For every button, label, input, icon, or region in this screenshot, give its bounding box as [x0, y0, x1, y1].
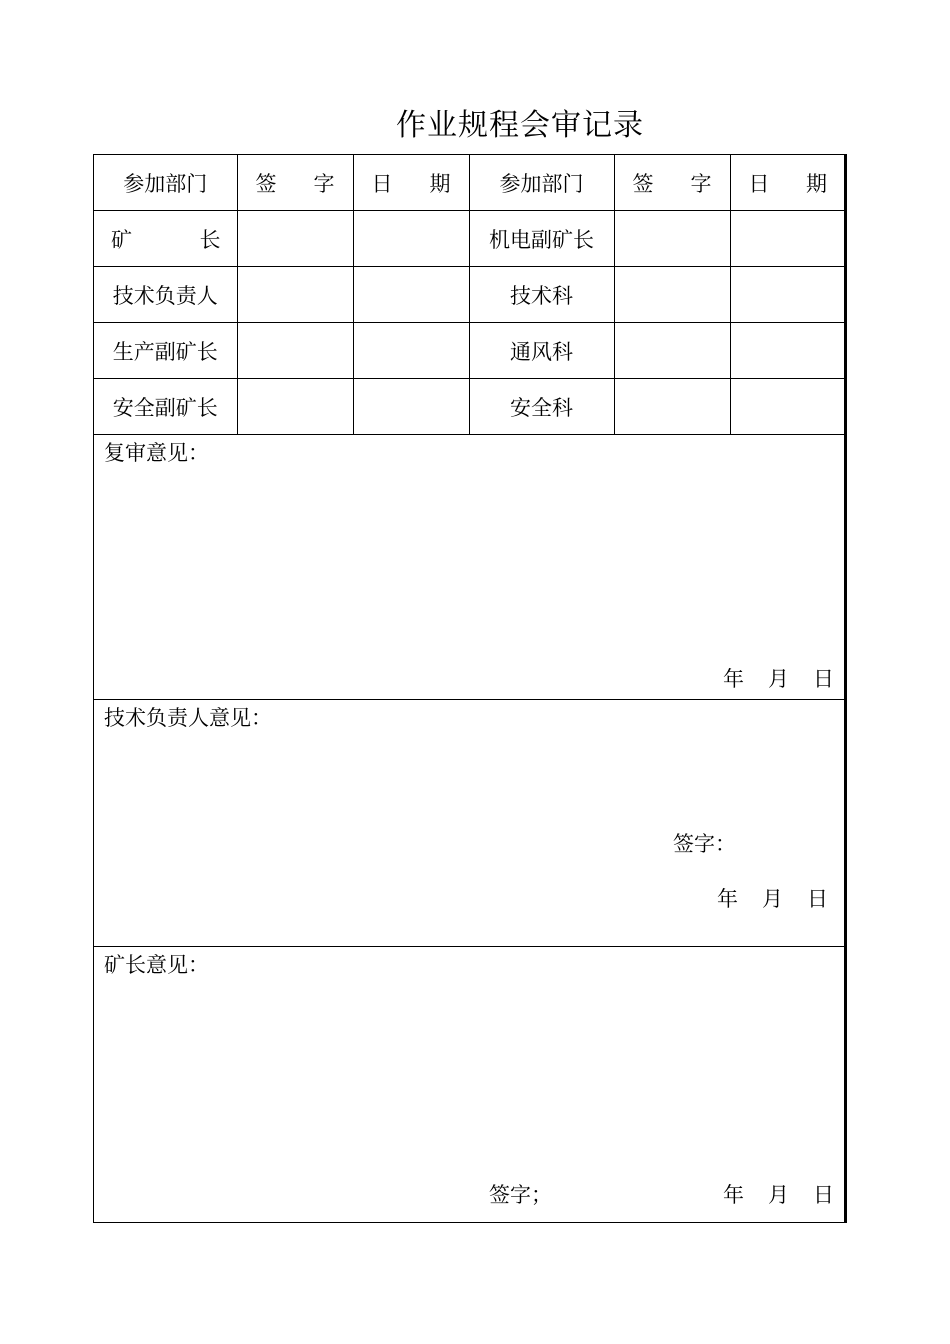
page-title: 作业规程会审记录 [396, 108, 644, 143]
director-sign-label: 签字； [489, 1183, 552, 1207]
dept-cell: 生产副矿长 [94, 323, 237, 379]
sign-cell[interactable] [614, 211, 730, 267]
table-header-row [94, 155, 845, 211]
dept-cell: 通风科 [469, 323, 614, 379]
sign-cell[interactable] [237, 323, 353, 379]
header-sign-right: 签 字 [614, 155, 730, 211]
review-form [93, 154, 847, 1223]
date-cell[interactable] [353, 267, 469, 323]
header-date-right: 日 期 [730, 155, 845, 211]
date-cell[interactable] [353, 323, 469, 379]
table-row [94, 379, 845, 435]
header-dept-right: 参加部门 [469, 155, 614, 211]
sign-cell[interactable] [237, 267, 353, 323]
director-opinion-label: 矿长意见： [104, 953, 209, 977]
header-date-left: 日 期 [353, 155, 469, 211]
sign-cell[interactable] [237, 211, 353, 267]
date-cell[interactable] [730, 267, 845, 323]
date-cell[interactable] [730, 211, 845, 267]
tech-opinion-section[interactable] [94, 700, 844, 947]
tech-date: 年 月 日 [717, 887, 828, 911]
review-opinion-label: 复审意见： [104, 441, 209, 465]
sign-cell[interactable] [614, 267, 730, 323]
dept-cell: 技术负责人 [94, 267, 237, 323]
review-opinion-section[interactable] [94, 435, 844, 700]
date-cell[interactable] [353, 379, 469, 435]
header-dept-left: 参加部门 [94, 155, 237, 211]
dept-cell: 安全科 [469, 379, 614, 435]
date-cell[interactable] [730, 323, 845, 379]
sign-cell[interactable] [614, 323, 730, 379]
director-opinion-section[interactable] [94, 947, 844, 1223]
table-row [94, 267, 845, 323]
tech-opinion-label: 技术负责人意见： [104, 706, 272, 730]
department-table [94, 155, 845, 435]
tech-sign-label: 签字： [673, 832, 736, 856]
dept-cell: 矿 长 [94, 211, 237, 267]
date-cell[interactable] [730, 379, 845, 435]
sign-cell[interactable] [237, 379, 353, 435]
table-row [94, 323, 845, 379]
header-sign-left: 签 字 [237, 155, 353, 211]
dept-cell: 机电副矿长 [469, 211, 614, 267]
dept-cell: 安全副矿长 [94, 379, 237, 435]
dept-cell: 技术科 [469, 267, 614, 323]
sign-cell[interactable] [614, 379, 730, 435]
table-row [94, 211, 845, 267]
date-cell[interactable] [353, 211, 469, 267]
review-date: 年 月 日 [723, 667, 834, 691]
director-date: 年 月 日 [723, 1183, 834, 1207]
